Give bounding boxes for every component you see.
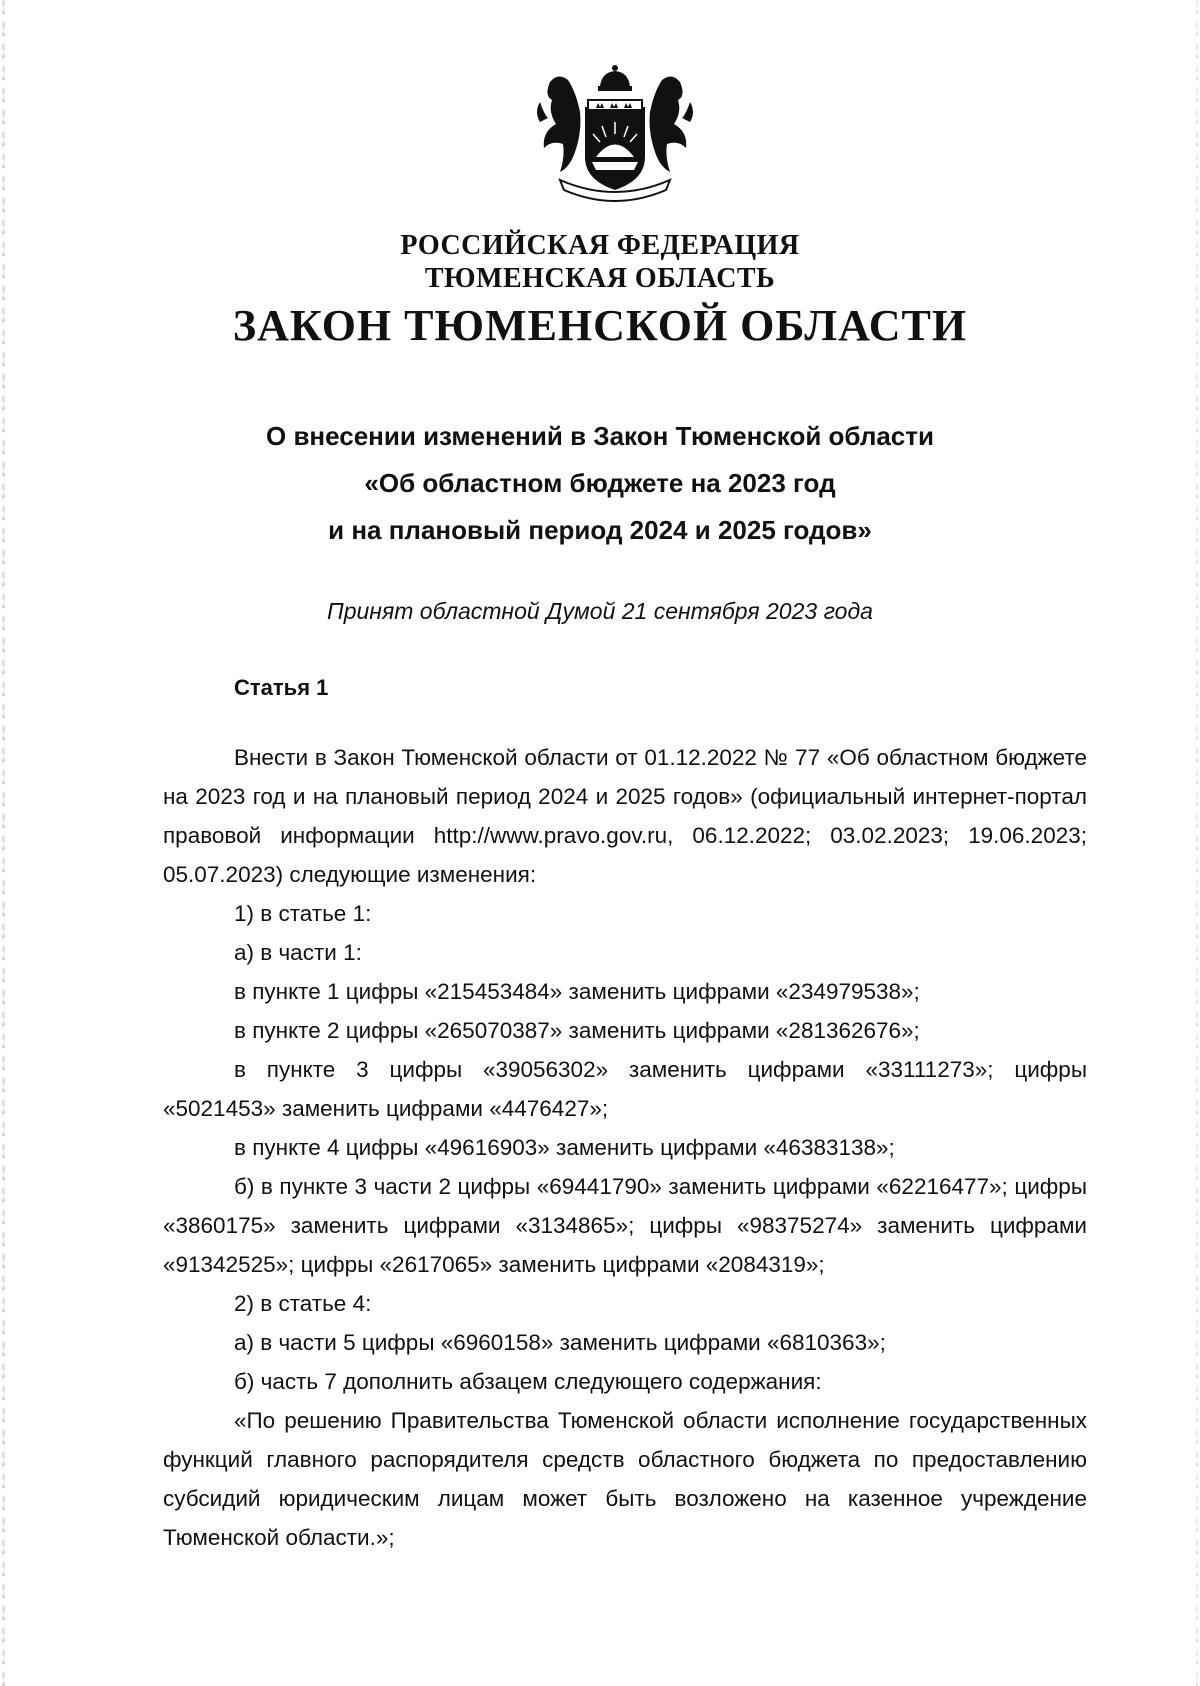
document-title-line-1: О внесении изменений в Закон Тюменской области (266, 421, 934, 451)
paragraph: б) часть 7 дополнить абзацем следующего содержания: (234, 1369, 822, 1394)
paragraph: в пункте 1 цифры «215453484» заменить цифрами «234979538»; (234, 979, 920, 1004)
country-heading: РОССИЙСКАЯ ФЕДЕРАЦИЯ (400, 230, 800, 261)
region-heading: ТЮМЕНСКАЯ ОБЛАСТЬ (424, 263, 776, 294)
paragraph: в пункте 2 цифры «265070387» заменить цифрами «281362676»; (234, 1018, 920, 1043)
paragraph: в пункте 4 цифры «49616903» заменить цифрами «46383138»; (234, 1135, 895, 1160)
paragraph: в пункте 3 цифры «39056302» заменить цифрами «33111273»; цифры «5021453» заменить цифрами «4476427»; (163, 1057, 1087, 1121)
crown-icon (598, 65, 632, 91)
document-title-line-3: и на плановый период 2024 и 2025 годов» (328, 515, 872, 545)
shield (585, 100, 645, 190)
right-supporter-beast (650, 76, 693, 172)
paragraph: а) в части 5 цифры «6960158» заменить цифрами «6810363»; (234, 1330, 886, 1355)
article-body (163, 700, 1087, 1557)
article-heading: Статья 1 (234, 675, 329, 700)
coat-of-arms-emblem (530, 62, 700, 202)
paragraph: «По решению Правительства Тюменской области исполнение государственных функций главного распорядителя средств областного бюджета по предоставлению субсидий юридическим лицам может быть возложено на казенное учреждение Тюменской области.»; (163, 1408, 1087, 1550)
paragraph: 1) в статье 1: (234, 901, 372, 926)
paragraph: 2) в статье 4: (234, 1291, 372, 1316)
paragraph: а) в части 1: (234, 940, 362, 965)
paragraph: Внести в Закон Тюменской области от 01.12.2022 № 77 «Об областном бюджете на 2023 год и на плановый период 2024 и 2025 годов» (официальный интернет-портал правовой информации http://www.pravo.gov.ru, 06.12.2022; 03.02.2023; 19.06.2023; 05.07.2023) следующие изменения: (163, 745, 1087, 887)
law-heading: ЗАКОН ТЮМЕНСКОЙ ОБЛАСТИ (232, 301, 968, 350)
adoption-note: Принят областной Думой 21 сентября 2023 года (327, 598, 873, 624)
document-title-line-2: «Об областном бюджете на 2023 год (364, 468, 836, 498)
paragraph: б) в пункте 3 части 2 цифры «69441790» заменить цифрами «62216477»; цифры «3860175» заменить цифрами «3134865»; цифры «98375274» заменить цифрами «91342525»; цифры «2617065» заменить цифрами «2084319»; (163, 1174, 1087, 1277)
left-supporter-beast (537, 76, 580, 172)
